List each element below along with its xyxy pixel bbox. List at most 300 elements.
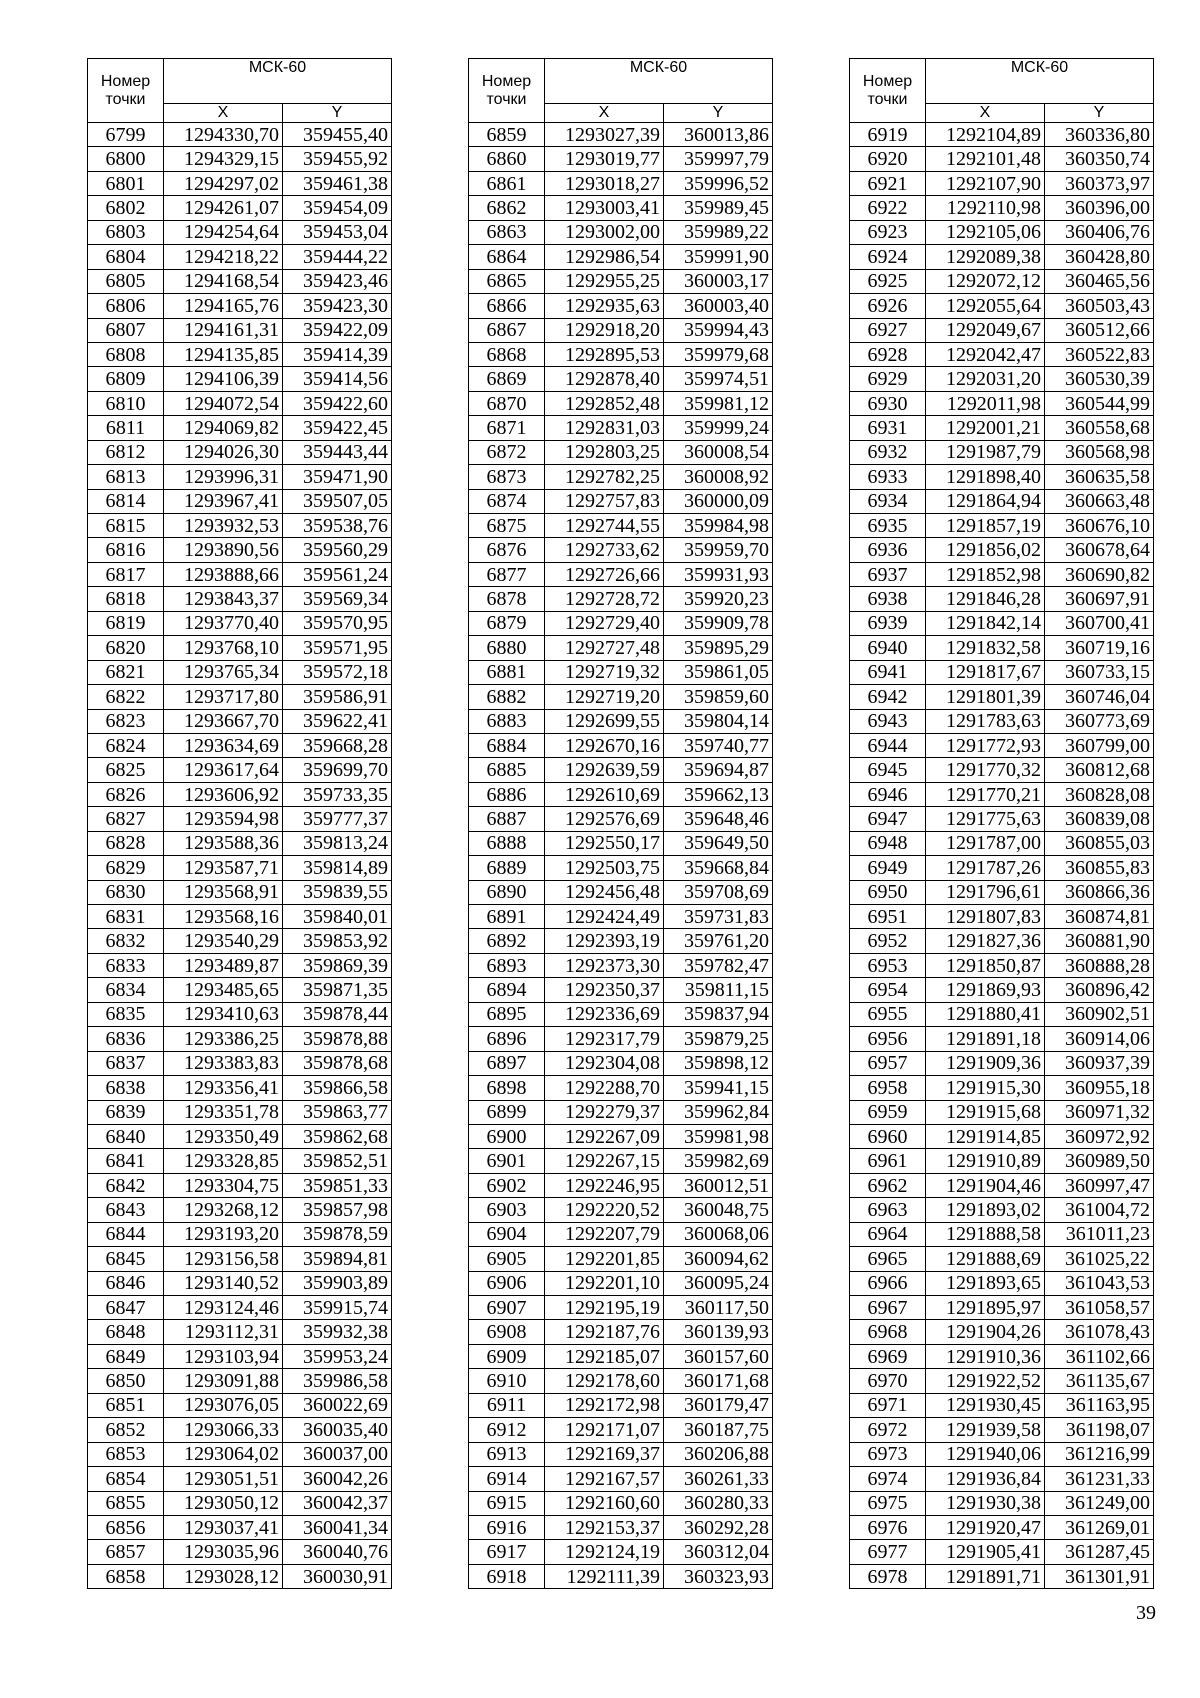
table-row bbox=[850, 880, 1154, 904]
x-coordinate-cell: 1292011,98 bbox=[926, 391, 1045, 415]
y-coordinate-cell: 359804,14 bbox=[664, 709, 773, 733]
y-coordinate-cell: 361102,66 bbox=[1045, 1344, 1154, 1368]
table-row bbox=[88, 782, 392, 806]
x-coordinate-cell: 1293002,00 bbox=[545, 220, 664, 244]
table-row bbox=[88, 562, 392, 586]
point-number-cell: 6804 bbox=[88, 245, 164, 269]
table-row bbox=[469, 1124, 773, 1148]
x-coordinate-cell: 1291891,71 bbox=[926, 1564, 1045, 1588]
point-number-cell: 6854 bbox=[88, 1467, 164, 1491]
table-row bbox=[469, 538, 773, 562]
point-number-header: Номер точки bbox=[850, 59, 926, 123]
x-coordinate-cell: 1291987,79 bbox=[926, 440, 1045, 464]
point-number-cell: 6972 bbox=[850, 1418, 926, 1442]
table-row bbox=[469, 1100, 773, 1124]
table-row bbox=[88, 1124, 392, 1148]
point-number-cell: 6817 bbox=[88, 562, 164, 586]
point-number-cell: 6933 bbox=[850, 465, 926, 489]
point-number-cell: 6942 bbox=[850, 685, 926, 709]
x-coordinate-cell: 1291922,52 bbox=[926, 1369, 1045, 1393]
x-coordinate-cell: 1293606,92 bbox=[164, 782, 283, 806]
table-row bbox=[88, 978, 392, 1002]
point-number-cell: 6856 bbox=[88, 1515, 164, 1539]
x-coordinate-cell: 1292986,54 bbox=[545, 245, 664, 269]
x-coordinate-cell: 1291852,98 bbox=[926, 562, 1045, 586]
point-number-cell: 6886 bbox=[469, 782, 545, 806]
point-number-cell: 6918 bbox=[469, 1564, 545, 1588]
table-row bbox=[88, 1467, 392, 1491]
y-coordinate-cell: 360997,47 bbox=[1045, 1173, 1154, 1197]
x-coordinate-cell: 1293768,10 bbox=[164, 636, 283, 660]
point-number-cell: 6890 bbox=[469, 880, 545, 904]
table-row bbox=[850, 1540, 1154, 1564]
table-row bbox=[469, 1515, 773, 1539]
table-row bbox=[850, 147, 1154, 171]
point-number-cell: 6968 bbox=[850, 1320, 926, 1344]
x-coordinate-cell: 1293328,85 bbox=[164, 1149, 283, 1173]
point-number-cell: 6923 bbox=[850, 220, 926, 244]
x-coordinate-cell: 1292167,57 bbox=[545, 1467, 664, 1491]
table-row bbox=[88, 1222, 392, 1246]
point-number-cell: 6802 bbox=[88, 196, 164, 220]
table-row bbox=[469, 440, 773, 464]
table-row bbox=[469, 1027, 773, 1051]
point-number-cell: 6865 bbox=[469, 269, 545, 293]
table-row bbox=[850, 538, 1154, 562]
point-number-cell: 6966 bbox=[850, 1271, 926, 1295]
y-coordinate-cell: 360428,80 bbox=[1045, 245, 1154, 269]
y-coordinate-cell: 359894,81 bbox=[283, 1247, 392, 1271]
table-row bbox=[850, 342, 1154, 366]
y-coordinate-cell: 360312,04 bbox=[664, 1540, 773, 1564]
point-number-cell: 6946 bbox=[850, 782, 926, 806]
x-coordinate-cell: 1294297,02 bbox=[164, 171, 283, 195]
point-number-cell: 6953 bbox=[850, 953, 926, 977]
y-coordinate-cell: 359455,92 bbox=[283, 147, 392, 171]
y-column-header: Y bbox=[664, 104, 773, 123]
x-coordinate-cell: 1291801,39 bbox=[926, 685, 1045, 709]
point-number-cell: 6840 bbox=[88, 1124, 164, 1148]
x-coordinate-cell: 1293843,37 bbox=[164, 587, 283, 611]
y-coordinate-cell: 359853,92 bbox=[283, 929, 392, 953]
point-number-cell: 6829 bbox=[88, 856, 164, 880]
table-row bbox=[88, 220, 392, 244]
y-coordinate-cell: 360522,83 bbox=[1045, 342, 1154, 366]
table-row bbox=[850, 1564, 1154, 1588]
y-coordinate-cell: 359694,87 bbox=[664, 758, 773, 782]
table-row bbox=[88, 1271, 392, 1295]
point-number-cell: 6799 bbox=[88, 123, 164, 147]
point-number-cell: 6926 bbox=[850, 294, 926, 318]
x-coordinate-cell: 1294161,31 bbox=[164, 318, 283, 342]
table-row bbox=[88, 269, 392, 293]
y-coordinate-cell: 359444,22 bbox=[283, 245, 392, 269]
point-number-cell: 6977 bbox=[850, 1540, 926, 1564]
point-number-cell: 6903 bbox=[469, 1198, 545, 1222]
y-coordinate-cell: 360989,50 bbox=[1045, 1149, 1154, 1173]
table-row bbox=[88, 1051, 392, 1075]
point-number-cell: 6921 bbox=[850, 171, 926, 195]
x-coordinate-cell: 1293667,70 bbox=[164, 709, 283, 733]
x-coordinate-cell: 1293268,12 bbox=[164, 1198, 283, 1222]
table-row bbox=[469, 953, 773, 977]
x-coordinate-cell: 1294218,22 bbox=[164, 245, 283, 269]
x-coordinate-cell: 1292104,89 bbox=[926, 123, 1045, 147]
table-row bbox=[469, 611, 773, 635]
point-number-cell: 6949 bbox=[850, 856, 926, 880]
x-coordinate-cell: 1293156,58 bbox=[164, 1247, 283, 1271]
x-coordinate-cell: 1293617,64 bbox=[164, 758, 283, 782]
point-number-cell: 6930 bbox=[850, 391, 926, 415]
point-number-cell: 6864 bbox=[469, 245, 545, 269]
x-coordinate-cell: 1291939,58 bbox=[926, 1418, 1045, 1442]
point-number-cell: 6905 bbox=[469, 1247, 545, 1271]
y-coordinate-cell: 359813,24 bbox=[283, 831, 392, 855]
table-row bbox=[88, 611, 392, 635]
y-coordinate-cell: 359414,39 bbox=[283, 342, 392, 366]
y-coordinate-cell: 359859,60 bbox=[664, 685, 773, 709]
x-coordinate-cell: 1292918,20 bbox=[545, 318, 664, 342]
table-row bbox=[469, 758, 773, 782]
y-coordinate-cell: 360635,58 bbox=[1045, 465, 1154, 489]
point-number-cell: 6851 bbox=[88, 1393, 164, 1417]
y-coordinate-cell: 359586,91 bbox=[283, 685, 392, 709]
table-row bbox=[469, 1247, 773, 1271]
x-coordinate-cell: 1293383,83 bbox=[164, 1051, 283, 1075]
y-coordinate-cell: 360937,39 bbox=[1045, 1051, 1154, 1075]
table-row bbox=[88, 1149, 392, 1173]
y-coordinate-cell: 359996,52 bbox=[664, 171, 773, 195]
table-row bbox=[469, 831, 773, 855]
y-coordinate-cell: 360012,51 bbox=[664, 1173, 773, 1197]
table-row bbox=[469, 123, 773, 147]
table-row bbox=[88, 465, 392, 489]
y-coordinate-cell: 361249,00 bbox=[1045, 1491, 1154, 1515]
y-coordinate-cell: 360261,33 bbox=[664, 1467, 773, 1491]
x-coordinate-cell: 1294330,70 bbox=[164, 123, 283, 147]
table-row bbox=[88, 1247, 392, 1271]
table-row bbox=[88, 416, 392, 440]
x-coordinate-cell: 1291880,41 bbox=[926, 1002, 1045, 1026]
point-number-cell: 6821 bbox=[88, 660, 164, 684]
x-coordinate-cell: 1292935,63 bbox=[545, 294, 664, 318]
point-number-cell: 6828 bbox=[88, 831, 164, 855]
point-number-cell: 6815 bbox=[88, 514, 164, 538]
x-coordinate-cell: 1293568,16 bbox=[164, 905, 283, 929]
table-row bbox=[850, 1198, 1154, 1222]
x-coordinate-cell: 1292350,37 bbox=[545, 978, 664, 1002]
table-row bbox=[88, 440, 392, 464]
table-row bbox=[469, 1344, 773, 1368]
point-number-cell: 6867 bbox=[469, 318, 545, 342]
y-coordinate-cell: 360881,90 bbox=[1045, 929, 1154, 953]
point-number-cell: 6912 bbox=[469, 1418, 545, 1442]
y-coordinate-cell: 361269,01 bbox=[1045, 1515, 1154, 1539]
table-row bbox=[88, 856, 392, 880]
x-coordinate-cell: 1292049,67 bbox=[926, 318, 1045, 342]
y-coordinate-cell: 359538,76 bbox=[283, 514, 392, 538]
x-coordinate-cell: 1293050,12 bbox=[164, 1491, 283, 1515]
table-row bbox=[850, 318, 1154, 342]
x-coordinate-cell: 1292288,70 bbox=[545, 1076, 664, 1100]
x-coordinate-cell: 1293996,31 bbox=[164, 465, 283, 489]
table-row bbox=[469, 1076, 773, 1100]
point-number-cell: 6826 bbox=[88, 782, 164, 806]
table-row bbox=[88, 831, 392, 855]
y-coordinate-cell: 359941,15 bbox=[664, 1076, 773, 1100]
y-coordinate-cell: 360512,66 bbox=[1045, 318, 1154, 342]
y-coordinate-cell: 359879,25 bbox=[664, 1027, 773, 1051]
point-number-cell: 6929 bbox=[850, 367, 926, 391]
y-coordinate-cell: 361163,95 bbox=[1045, 1393, 1154, 1417]
point-number-cell: 6939 bbox=[850, 611, 926, 635]
point-number-cell: 6913 bbox=[469, 1442, 545, 1466]
coordinates-table-2 bbox=[468, 58, 773, 1589]
y-coordinate-cell: 359903,89 bbox=[283, 1271, 392, 1295]
x-coordinate-cell: 1291930,38 bbox=[926, 1491, 1045, 1515]
point-number-cell: 6894 bbox=[469, 978, 545, 1002]
table-row bbox=[469, 1467, 773, 1491]
point-number-cell: 6948 bbox=[850, 831, 926, 855]
table-row bbox=[850, 1100, 1154, 1124]
x-coordinate-cell: 1292550,17 bbox=[545, 831, 664, 855]
point-number-cell: 6878 bbox=[469, 587, 545, 611]
y-coordinate-cell: 359461,38 bbox=[283, 171, 392, 195]
x-coordinate-cell: 1293112,31 bbox=[164, 1320, 283, 1344]
x-coordinate-cell: 1292124,19 bbox=[545, 1540, 664, 1564]
x-coordinate-cell: 1292639,59 bbox=[545, 758, 664, 782]
y-coordinate-cell: 359422,60 bbox=[283, 391, 392, 415]
x-coordinate-cell: 1293386,25 bbox=[164, 1027, 283, 1051]
point-number-cell: 6902 bbox=[469, 1173, 545, 1197]
x-coordinate-cell: 1293594,98 bbox=[164, 807, 283, 831]
point-number-cell: 6850 bbox=[88, 1369, 164, 1393]
point-number-cell: 6932 bbox=[850, 440, 926, 464]
point-number-cell: 6846 bbox=[88, 1271, 164, 1295]
x-coordinate-cell: 1292895,53 bbox=[545, 342, 664, 366]
point-number-cell: 6838 bbox=[88, 1076, 164, 1100]
point-number-cell: 6866 bbox=[469, 294, 545, 318]
y-coordinate-cell: 359871,35 bbox=[283, 978, 392, 1002]
table-row bbox=[469, 1393, 773, 1417]
point-number-cell: 6810 bbox=[88, 391, 164, 415]
table-row bbox=[850, 1418, 1154, 1442]
table-row bbox=[88, 171, 392, 195]
table-row bbox=[850, 758, 1154, 782]
x-coordinate-cell: 1293932,53 bbox=[164, 514, 283, 538]
table-row bbox=[469, 342, 773, 366]
point-number-cell: 6943 bbox=[850, 709, 926, 733]
x-coordinate-cell: 1293770,40 bbox=[164, 611, 283, 635]
table-row bbox=[88, 1320, 392, 1344]
table-row bbox=[469, 1491, 773, 1515]
table-row bbox=[850, 440, 1154, 464]
point-number-cell: 6940 bbox=[850, 636, 926, 660]
point-number-cell: 6883 bbox=[469, 709, 545, 733]
point-number-cell: 6847 bbox=[88, 1296, 164, 1320]
point-number-cell: 6907 bbox=[469, 1296, 545, 1320]
table-row bbox=[469, 1002, 773, 1026]
table-row bbox=[850, 929, 1154, 953]
x-coordinate-cell: 1292744,55 bbox=[545, 514, 664, 538]
y-coordinate-cell: 359814,89 bbox=[283, 856, 392, 880]
table-row bbox=[469, 807, 773, 831]
table-row bbox=[850, 807, 1154, 831]
y-coordinate-cell: 359959,70 bbox=[664, 538, 773, 562]
table-row bbox=[850, 123, 1154, 147]
x-coordinate-cell: 1292267,09 bbox=[545, 1124, 664, 1148]
y-coordinate-cell: 360733,15 bbox=[1045, 660, 1154, 684]
y-coordinate-cell: 360697,91 bbox=[1045, 587, 1154, 611]
table-row bbox=[88, 1418, 392, 1442]
y-coordinate-cell: 361004,72 bbox=[1045, 1198, 1154, 1222]
x-coordinate-cell: 1292207,79 bbox=[545, 1222, 664, 1246]
point-number-cell: 6962 bbox=[850, 1173, 926, 1197]
table-row bbox=[469, 1051, 773, 1075]
point-number-cell: 6869 bbox=[469, 367, 545, 391]
point-number-cell: 6959 bbox=[850, 1100, 926, 1124]
x-column-header: X bbox=[164, 104, 283, 123]
x-coordinate-cell: 1292107,90 bbox=[926, 171, 1045, 195]
point-number-cell: 6808 bbox=[88, 342, 164, 366]
x-coordinate-cell: 1293124,46 bbox=[164, 1296, 283, 1320]
y-coordinate-cell: 359932,38 bbox=[283, 1320, 392, 1344]
y-coordinate-cell: 359453,04 bbox=[283, 220, 392, 244]
x-coordinate-cell: 1291864,94 bbox=[926, 489, 1045, 513]
y-coordinate-cell: 359708,69 bbox=[664, 880, 773, 904]
point-number-cell: 6805 bbox=[88, 269, 164, 293]
point-number-cell: 6816 bbox=[88, 538, 164, 562]
table-row bbox=[850, 245, 1154, 269]
y-coordinate-cell: 359920,23 bbox=[664, 587, 773, 611]
x-coordinate-cell: 1293076,05 bbox=[164, 1393, 283, 1417]
table-row bbox=[88, 1100, 392, 1124]
y-coordinate-cell: 359863,77 bbox=[283, 1100, 392, 1124]
y-coordinate-cell: 359915,74 bbox=[283, 1296, 392, 1320]
y-coordinate-cell: 361216,99 bbox=[1045, 1442, 1154, 1466]
point-number-cell: 6857 bbox=[88, 1540, 164, 1564]
y-coordinate-cell: 360503,43 bbox=[1045, 294, 1154, 318]
y-coordinate-cell: 360179,47 bbox=[664, 1393, 773, 1417]
y-coordinate-cell: 359878,59 bbox=[283, 1222, 392, 1246]
y-coordinate-cell: 360828,08 bbox=[1045, 782, 1154, 806]
y-coordinate-cell: 359898,12 bbox=[664, 1051, 773, 1075]
x-coordinate-cell: 1291910,89 bbox=[926, 1149, 1045, 1173]
y-coordinate-cell: 359782,47 bbox=[664, 953, 773, 977]
table-row bbox=[88, 367, 392, 391]
x-coordinate-cell: 1293103,94 bbox=[164, 1344, 283, 1368]
x-coordinate-cell: 1291910,36 bbox=[926, 1344, 1045, 1368]
table-row bbox=[469, 880, 773, 904]
table-row bbox=[850, 1442, 1154, 1466]
y-coordinate-cell: 360896,42 bbox=[1045, 978, 1154, 1002]
y-coordinate-cell: 360406,76 bbox=[1045, 220, 1154, 244]
point-number-cell: 6855 bbox=[88, 1491, 164, 1515]
table-row bbox=[88, 1515, 392, 1539]
point-number-cell: 6812 bbox=[88, 440, 164, 464]
point-number-cell: 6975 bbox=[850, 1491, 926, 1515]
y-coordinate-cell: 361025,22 bbox=[1045, 1247, 1154, 1271]
x-coordinate-cell: 1291936,84 bbox=[926, 1467, 1045, 1491]
table-row bbox=[850, 465, 1154, 489]
x-coordinate-cell: 1291893,65 bbox=[926, 1271, 1045, 1295]
point-number-cell: 6809 bbox=[88, 367, 164, 391]
x-coordinate-cell: 1292172,98 bbox=[545, 1393, 664, 1417]
table-row bbox=[850, 831, 1154, 855]
table-row bbox=[469, 636, 773, 660]
point-number-cell: 6814 bbox=[88, 489, 164, 513]
point-number-cell: 6885 bbox=[469, 758, 545, 782]
y-coordinate-cell: 360678,64 bbox=[1045, 538, 1154, 562]
x-coordinate-cell: 1294168,54 bbox=[164, 269, 283, 293]
table-row bbox=[850, 1222, 1154, 1246]
y-coordinate-cell: 359840,01 bbox=[283, 905, 392, 929]
y-coordinate-cell: 359984,98 bbox=[664, 514, 773, 538]
y-coordinate-cell: 360719,16 bbox=[1045, 636, 1154, 660]
x-coordinate-cell: 1292089,38 bbox=[926, 245, 1045, 269]
point-number-cell: 6908 bbox=[469, 1320, 545, 1344]
y-coordinate-cell: 361301,91 bbox=[1045, 1564, 1154, 1588]
y-coordinate-cell: 359455,40 bbox=[283, 123, 392, 147]
point-number-cell: 6945 bbox=[850, 758, 926, 782]
y-coordinate-cell: 359699,70 bbox=[283, 758, 392, 782]
x-coordinate-cell: 1294254,64 bbox=[164, 220, 283, 244]
point-number-cell: 6893 bbox=[469, 953, 545, 977]
y-coordinate-cell: 360396,00 bbox=[1045, 196, 1154, 220]
point-number-cell: 6853 bbox=[88, 1442, 164, 1466]
y-coordinate-cell: 359561,24 bbox=[283, 562, 392, 586]
point-number-cell: 6860 bbox=[469, 147, 545, 171]
table-row bbox=[850, 1296, 1154, 1320]
y-coordinate-cell: 360874,81 bbox=[1045, 905, 1154, 929]
table-row bbox=[88, 342, 392, 366]
y-coordinate-cell: 359852,51 bbox=[283, 1149, 392, 1173]
point-number-cell: 6849 bbox=[88, 1344, 164, 1368]
table-row bbox=[850, 953, 1154, 977]
table-row bbox=[469, 1442, 773, 1466]
point-number-cell: 6813 bbox=[88, 465, 164, 489]
point-number-cell: 6906 bbox=[469, 1271, 545, 1295]
x-coordinate-cell: 1293765,34 bbox=[164, 660, 283, 684]
point-number-cell: 6928 bbox=[850, 342, 926, 366]
y-coordinate-cell: 359878,44 bbox=[283, 1002, 392, 1026]
table-row bbox=[469, 1271, 773, 1295]
coordinate-system-header: МСК-60 bbox=[926, 59, 1154, 104]
x-coordinate-cell: 1292267,15 bbox=[545, 1149, 664, 1173]
point-number-cell: 6807 bbox=[88, 318, 164, 342]
x-coordinate-cell: 1292699,55 bbox=[545, 709, 664, 733]
y-coordinate-cell: 359909,78 bbox=[664, 611, 773, 635]
y-coordinate-cell: 359982,69 bbox=[664, 1149, 773, 1173]
table-row bbox=[850, 660, 1154, 684]
y-coordinate-cell: 360013,86 bbox=[664, 123, 773, 147]
point-number-cell: 6827 bbox=[88, 807, 164, 831]
y-coordinate-cell: 359861,05 bbox=[664, 660, 773, 684]
y-coordinate-cell: 360558,68 bbox=[1045, 416, 1154, 440]
y-coordinate-cell: 360187,75 bbox=[664, 1418, 773, 1442]
y-coordinate-cell: 359423,46 bbox=[283, 269, 392, 293]
y-coordinate-cell: 360030,91 bbox=[283, 1564, 392, 1588]
x-coordinate-cell: 1291920,47 bbox=[926, 1515, 1045, 1539]
x-coordinate-cell: 1291772,93 bbox=[926, 733, 1045, 757]
x-coordinate-cell: 1292317,79 bbox=[545, 1027, 664, 1051]
y-coordinate-cell: 360373,97 bbox=[1045, 171, 1154, 195]
x-coordinate-cell: 1292111,39 bbox=[545, 1564, 664, 1588]
x-coordinate-cell: 1293967,41 bbox=[164, 489, 283, 513]
y-coordinate-cell: 361043,53 bbox=[1045, 1271, 1154, 1295]
y-coordinate-cell: 360095,24 bbox=[664, 1271, 773, 1295]
point-number-cell: 6868 bbox=[469, 342, 545, 366]
